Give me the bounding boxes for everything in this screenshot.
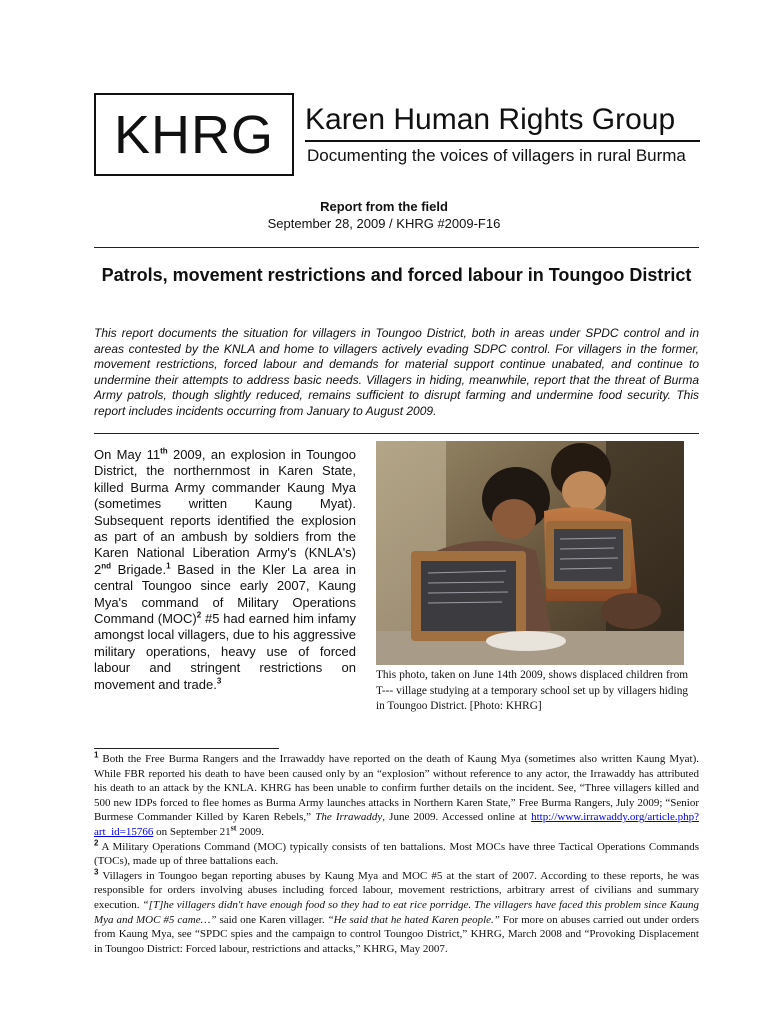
body-paragraph: [94, 447, 356, 693]
footnote-1-text-a: Both the Free Burma Rangers and the Irrawaddy have reported on the death of Kaung Mya (sometimes also written Kaung Myat). While FBR reported his death to have been caused only by an “explosion” without reference to any actor, the Irrawaddy has attributed his death to an attack by the KNLA. KHRG has been unable to confirm further details on the incident. See, “Three villagers killed and 500 new IDPs forced to flee homes as Burma Army launches attacks in Northern Karen State,” Free Burma Rangers, July 2009; “Senior Burmese Commander Killed by Karen Rebels,”: [94, 753, 699, 824]
khrg-logo: [94, 93, 294, 176]
footnote-3-text-c: For more on abuses carried out under orders from Kaung Mya, see “SPDC spies and the campaign to control Toungoo District,” KHRG, March 2008 and “Provoking Displacement in Toungoo District: Forced labour, restrictions and attacks,” KHRG, May 2007.: [94, 913, 699, 955]
logo-letters: KHRG: [113, 104, 274, 165]
report-date-id: September 28, 2009 / KHRG #2009-F16: [267, 216, 501, 231]
photo-illustration: [376, 441, 684, 665]
footnote-number-2: 2: [94, 837, 99, 847]
footnote-1: [94, 752, 699, 840]
footnote-2: [94, 837, 699, 869]
footnote-3-quote-2: “He said that he hated Karen people.”: [327, 913, 500, 926]
superscript-st: st: [230, 823, 237, 833]
header-divider: [305, 140, 700, 142]
footnote-ref-2[interactable]: 2: [196, 610, 202, 620]
superscript-nd: nd: [101, 561, 112, 571]
footnote-1-text-c: on September 21: [153, 825, 231, 838]
footnote-3-text-a: Villagers in Toungoo began reporting abuses by Kaung Mya and MOC #5 at the start of 2007. According to these reports, he was responsible for orders involving abuses including forced labour, movement restrictions, arbitrary arrest of civilians and summary execution.: [94, 869, 699, 911]
body-text-5: #5 had earned him infamy amongst local villagers, due to his aggressive military operations, heavy use of forced labour and stringent restrictions on movement and trade.: [94, 611, 356, 692]
report-title: Patrols, movement restrictions and forced labour in Toungoo District: [101, 265, 692, 285]
body-text-4: Based in the Kler La area in central Toungoo since early 2007, Kaung Mya's command of Military Operations Command (MOC): [94, 561, 356, 627]
org-tagline: Documenting the voices of villagers in rural Burma: [307, 146, 686, 165]
footnote-ref-3[interactable]: 3: [216, 676, 222, 686]
superscript-th: th: [160, 446, 168, 456]
footnote-1-text-b: , June 2009. Accessed online at: [382, 811, 532, 824]
body-text-1: On May 11: [94, 447, 161, 462]
photo-caption: This photo, taken on June 14th 2009, shows displaced children from T--- village studying at a temporary school set up by villagers hiding in Toungoo District. [Photo: KHRG]: [376, 669, 688, 712]
footnote-divider: [94, 748, 279, 749]
footnote-number-3: 3: [94, 867, 99, 877]
org-name: Karen Human Rights Group: [305, 103, 676, 136]
footnote-1-publication: The Irrawaddy: [315, 811, 383, 824]
report-abstract: This report documents the situation for villagers in Toungoo District, both in areas under SPDC control and in areas contested by the KNLA and home to villagers actively evading SDPC control. For villagers in the former, movement restrictions, forced labour and demands for material support continue unabated, and continue to undermine their attempts to address basic needs. Villagers in hiding, meanwhile, report that the threat of Burma Army patrols, though slightly reduced, remains sufficient to disrupt farming and undermine food security. This report includes incidents occurring from January to August 2009.: [94, 326, 699, 418]
body-text-3: Brigade.: [111, 561, 167, 577]
footnotes: [94, 752, 699, 956]
divider-top: [94, 247, 699, 248]
field-photo: [376, 441, 684, 665]
report-kind: Report from the field: [320, 199, 448, 214]
body-text-2: 2009, an explosion in Toungoo District, the northernmost in Karen State, killed Burma Army commander Kaung Mya (sometimes written Kaung Myat). Subsequent reports identified the explosion as part of an ambush by soldiers from the Karen National Liberation Army's (KNLA's) 2: [94, 447, 356, 577]
footnote-3-quote: “[T]he villagers didn't have enough food so they had to eat rice porridge. The villagers have faced this problem since Kaung Mya and MOC #5 came…”: [94, 898, 699, 926]
irrawaddy-article-link[interactable]: http://www.irrawaddy.org/article.php?art_id=15766: [94, 811, 699, 838]
footnote-3: [94, 869, 699, 957]
footnote-1-text-d: 2009.: [236, 825, 264, 838]
footnote-2-text: A Military Operations Command (MOC) typically consists of ten battalions. Most MOCs have three Tactical Operations Commands (TOCs), made up of three battalions each.: [94, 840, 699, 868]
footnote-3-text-b: said one Karen villager.: [216, 913, 328, 926]
divider-middle: [94, 433, 699, 434]
footnote-ref-1[interactable]: 1: [166, 561, 171, 571]
footnote-number-1: 1: [94, 750, 99, 760]
